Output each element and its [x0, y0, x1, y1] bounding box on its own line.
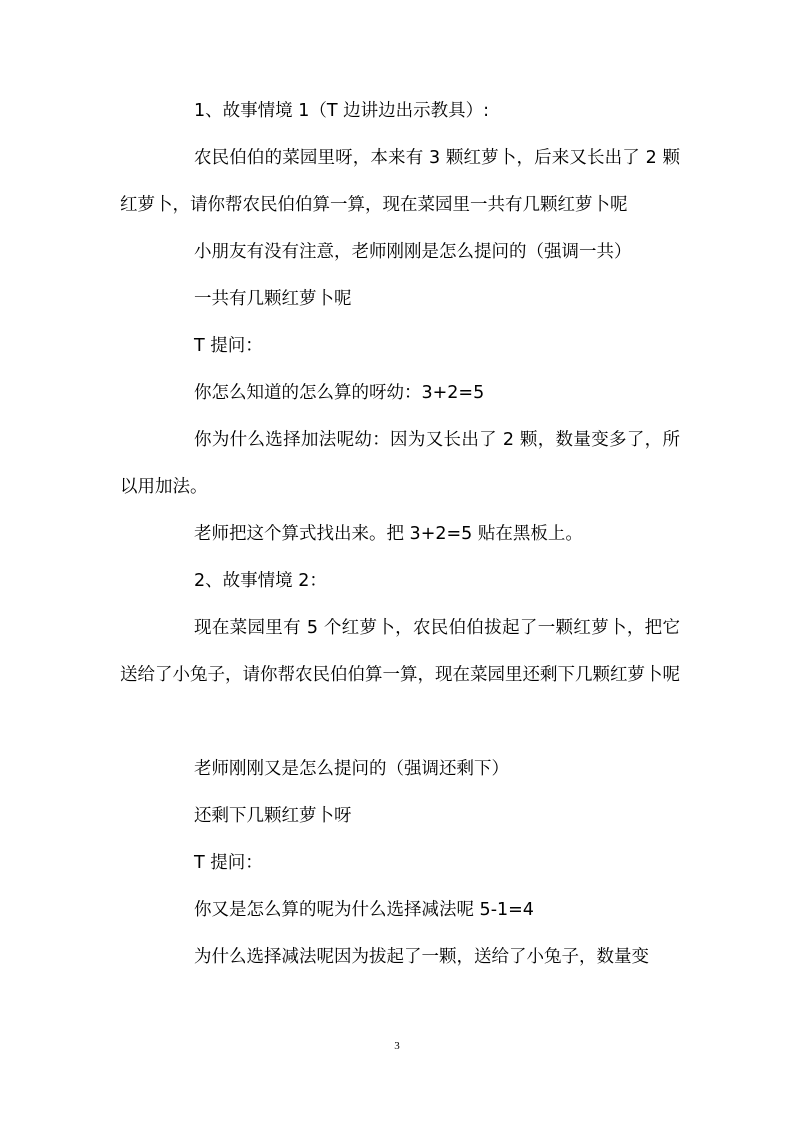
paragraph-t-ask-1: T 提问： — [194, 336, 263, 356]
paragraph-story-2-text: 现在菜园里有 5 个红萝卜，农民伯伯拔起了一颗红萝卜，把它送给了小兔子，请你帮农民伯伯算一算，现在菜园里还剩下几颗红萝卜呢 — [120, 618, 680, 685]
paragraph-why-subtraction: 为什么选择减法呢因为拔起了一颗，送给了小兔子，数量变 — [194, 947, 649, 967]
paragraph-question-remaining: 还剩下几颗红萝卜呀 — [194, 806, 352, 826]
paragraph-story-2-heading: 2、故事情境 2： — [194, 571, 327, 591]
paragraph-how-calc-2: 你又是怎么算的呢为什么选择减法呢 5-1=4 — [194, 900, 534, 920]
paragraph-story-1-text: 农民伯伯的菜园里呀，本来有 3 颗红萝卜，后来又长出了 2 颗红萝卜，请你帮农民伯伯算一算，现在菜园里一共有几颗红萝卜呢 — [120, 148, 680, 215]
paragraph-teacher-question-2: 老师刚刚又是怎么提问的（强调还剩下） — [194, 759, 509, 779]
paragraph-why-addition: 你为什么选择加法呢幼：因为又长出了 2 颗，数量变多了，所以用加法。 — [120, 430, 680, 497]
paragraph-t-ask-2: T 提问： — [194, 853, 263, 873]
paragraph-story-1-heading: 1、故事情境 1（T 边讲边出示教具）: — [194, 101, 489, 121]
paragraph-teacher-question-1: 小朋友有没有注意，老师刚刚是怎么提问的（强调一共） — [194, 242, 632, 262]
page-number: 3 — [394, 1040, 400, 1052]
paragraph-how-calc-1: 你怎么知道的怎么算的呀幼：3+2=5 — [194, 383, 485, 403]
paragraph-post-formula: 老师把这个算式找出来。把 3+2=5 贴在黑板上。 — [194, 524, 583, 544]
paragraph-question-total: 一共有几颗红萝卜呢 — [194, 289, 352, 309]
